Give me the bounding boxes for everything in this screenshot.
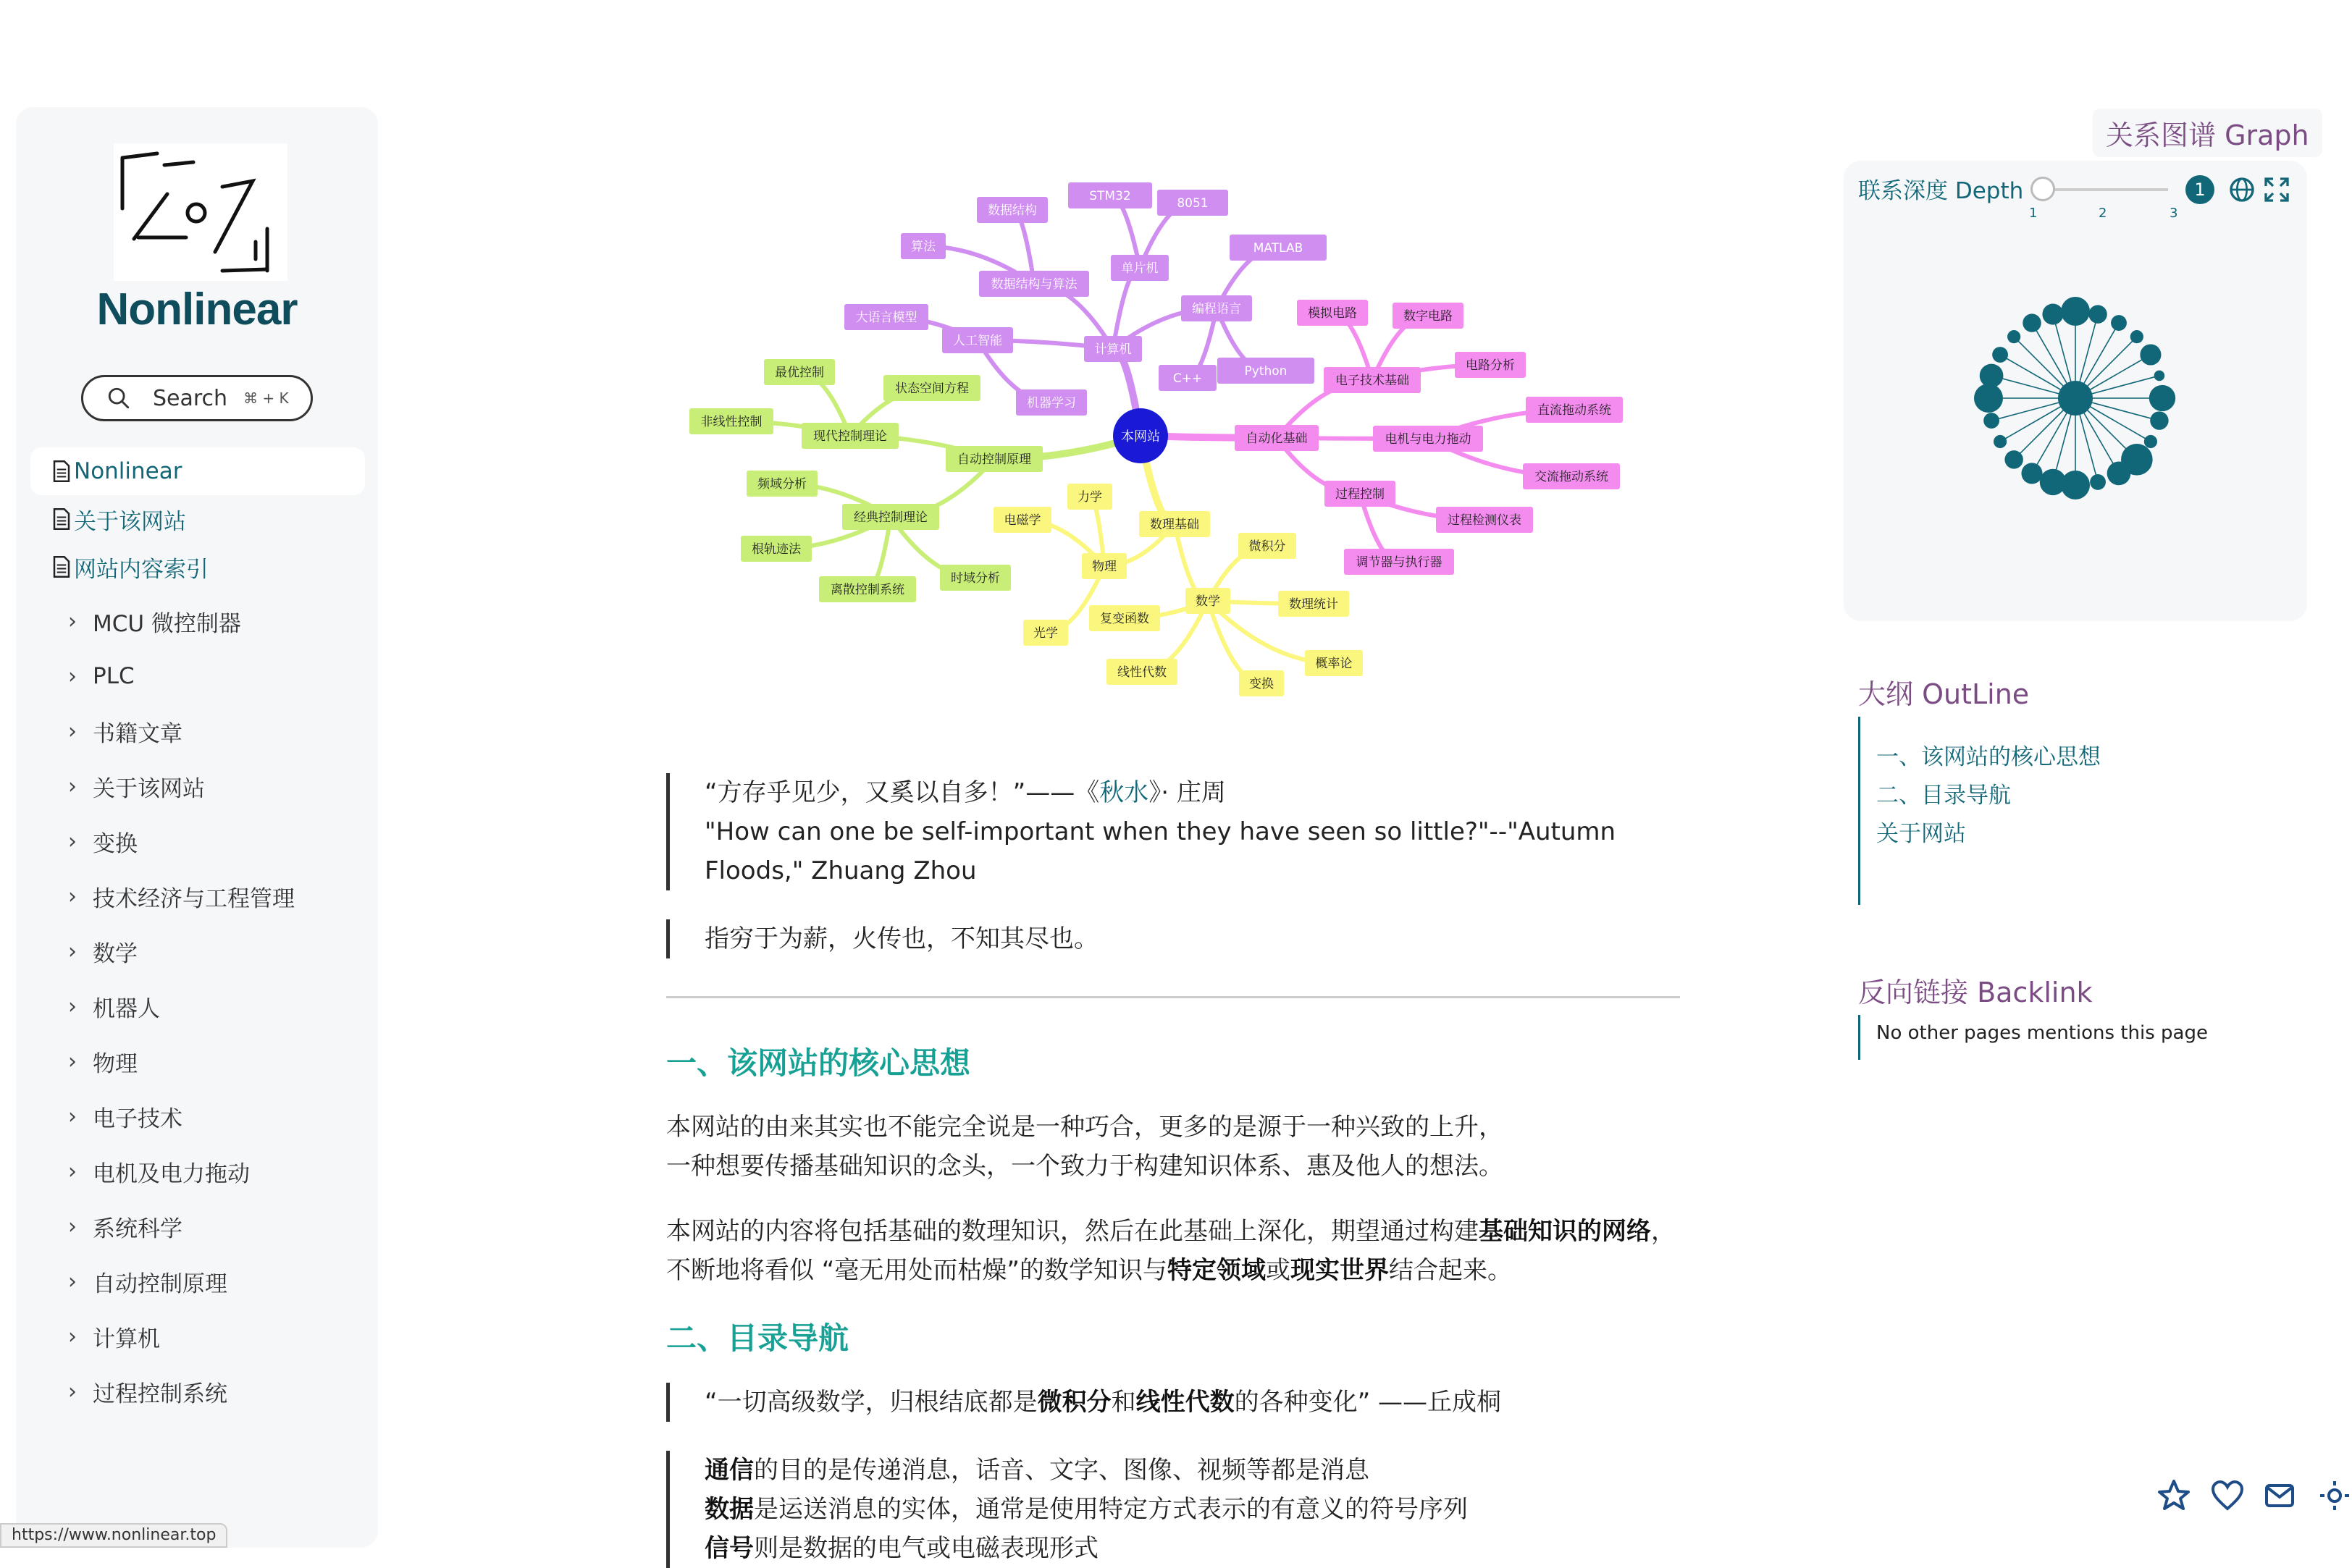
- graph-node[interactable]: [2061, 297, 2090, 326]
- mind-map: [666, 174, 1680, 731]
- site-logo[interactable]: [114, 143, 287, 281]
- relation-graph[interactable]: [1960, 282, 2191, 514]
- nav-folder-physics[interactable]: [30, 1034, 365, 1089]
- nav-page-about[interactable]: [30, 495, 365, 543]
- paragraph-origin: 本网站的由来其实也不能完全说是一种巧合，更多的是源于一种兴致的上升， 一种想要传播基础知识的念头，一个致力于构建知识体系、惠及他人的想法。: [666, 1113, 1503, 1181]
- mind-map-node[interactable]: [1436, 507, 1533, 533]
- chevron-right-icon: ›: [68, 1268, 77, 1294]
- mind-map-node[interactable]: [901, 233, 946, 259]
- chevron-right-icon: ›: [68, 663, 77, 689]
- nav-folder-label: 数学: [93, 940, 138, 967]
- mind-map-node[interactable]: [883, 375, 980, 401]
- graph-node[interactable]: [1983, 413, 1999, 429]
- mind-map-node[interactable]: [1305, 650, 1363, 676]
- chevron-right-icon: ›: [68, 993, 77, 1019]
- nav-folder-math[interactable]: [30, 924, 365, 979]
- mind-map-node-label: Python: [1244, 364, 1288, 379]
- mind-map-node[interactable]: [1217, 358, 1314, 384]
- quote-fire: 指穷于为薪，火传也，不知其尽也。: [666, 919, 1099, 958]
- search-button[interactable]: [81, 375, 313, 421]
- chevron-right-icon: ›: [68, 718, 77, 744]
- mind-map-node[interactable]: [1238, 533, 1296, 559]
- mind-map-node[interactable]: [1068, 182, 1152, 208]
- nav-folder-computer[interactable]: [30, 1309, 365, 1364]
- mind-map-node-label: 编程语言: [1192, 302, 1241, 316]
- backlink-list: [1858, 1015, 2208, 1060]
- graph-node[interactable]: [2088, 305, 2107, 323]
- mind-map-root[interactable]: [1113, 408, 1168, 463]
- chevron-right-icon: ›: [68, 828, 77, 854]
- mind-map-node-label: 直流拖动系统: [1537, 403, 1611, 418]
- graph-node[interactable]: [2140, 344, 2161, 365]
- mind-map-node-label: 力学: [1078, 490, 1102, 505]
- depth-tick: 3: [2170, 206, 2178, 221]
- document-icon: [52, 556, 71, 578]
- mind-map-node-label: 物理: [1092, 560, 1117, 574]
- mind-map-node-label: 电路分析: [1466, 358, 1515, 373]
- left-sidebar: [16, 107, 378, 1548]
- mind-map-node-label: 数学: [1196, 594, 1220, 609]
- mind-map-node-label: 自动控制原理: [957, 452, 1031, 467]
- mind-map-node[interactable]: [1324, 481, 1395, 507]
- mind-map-node-label: 单片机: [1121, 261, 1159, 276]
- chevron-right-icon: ›: [68, 883, 77, 909]
- mind-map-node[interactable]: [940, 565, 1011, 591]
- heading-navigation: 二、目录导航: [666, 1320, 849, 1356]
- outline-item-about[interactable]: 关于网站: [1876, 821, 1966, 847]
- graph-node[interactable]: [2107, 462, 2131, 486]
- depth-value-badge: 1: [2185, 175, 2214, 204]
- graph-node[interactable]: [1974, 384, 2003, 413]
- fullscreen-icon[interactable]: [2262, 175, 2291, 204]
- mind-map-node[interactable]: [994, 507, 1051, 533]
- logo-graphic: [114, 143, 287, 281]
- sidebar-nav: [30, 447, 365, 1419]
- status-bar-url: https://www.nonlinear.top: [0, 1523, 227, 1548]
- chevron-right-icon: ›: [68, 1158, 77, 1184]
- mind-map-node[interactable]: [1159, 365, 1217, 391]
- link-autumn-floods[interactable]: 秋水: [1099, 778, 1149, 807]
- depth-slider-handle[interactable]: [2030, 177, 2055, 201]
- graph-node[interactable]: [2149, 385, 2175, 411]
- mind-map-node-label: 人工智能: [953, 334, 1002, 348]
- mind-map-node[interactable]: [1016, 389, 1087, 416]
- nav-folder-label: 机器人: [93, 995, 160, 1022]
- nav-page-nonlinear[interactable]: [30, 447, 365, 495]
- mind-map-node-label: 光学: [1033, 626, 1058, 641]
- search-label: Search: [153, 385, 228, 411]
- graph-node[interactable]: [2040, 469, 2066, 495]
- mind-map-node[interactable]: [689, 408, 773, 434]
- mind-map-node[interactable]: [1067, 484, 1112, 510]
- graph-node[interactable]: [2021, 463, 2042, 484]
- nav-folder-label: 电机及电力拖动: [93, 1160, 250, 1187]
- chevron-right-icon: ›: [68, 1103, 77, 1129]
- mind-map-node-label: 根轨迹法: [752, 542, 801, 557]
- search-icon: [106, 386, 131, 410]
- nav-folder-label: 自动控制原理: [93, 1270, 227, 1297]
- backlink-empty-text: No other pages mentions this page: [1876, 1022, 2208, 1044]
- nav-folder-motor[interactable]: [30, 1144, 365, 1199]
- mind-map-node-label: 过程检测仪表: [1448, 513, 1521, 528]
- nav-folder-books[interactable]: [30, 704, 365, 759]
- outline-list: [1858, 717, 2101, 905]
- graph-node[interactable]: [1994, 435, 2007, 448]
- chevron-right-icon: ›: [68, 1323, 77, 1349]
- outline-item-core-idea[interactable]: 一、该网站的核心思想: [1876, 744, 2101, 770]
- mind-map-node[interactable]: [1455, 352, 1526, 378]
- nav-folder-label: MCU 微控制器: [93, 610, 241, 637]
- mind-map-node[interactable]: [1230, 235, 1327, 261]
- mind-map-root-label: 本网站: [1121, 429, 1160, 444]
- nav-page-label: 关于该网站: [74, 508, 186, 535]
- graph-node[interactable]: [2144, 435, 2157, 448]
- outline-title: 大纲 OutLine: [1858, 678, 2030, 710]
- chevron-right-icon: ›: [68, 1378, 77, 1404]
- mind-map-node[interactable]: [1089, 605, 1160, 631]
- mind-map-node[interactable]: [1181, 295, 1252, 321]
- nav-folder-label: 电子技术: [93, 1105, 182, 1132]
- graph-node[interactable]: [2090, 474, 2106, 490]
- mind-map-node-label: 现代控制理论: [813, 429, 887, 444]
- mind-map-node-label: 经典控制理论: [854, 510, 928, 525]
- nav-folder-label: 过程控制系统: [93, 1381, 227, 1407]
- mind-map-node-label: 交流拖动系统: [1534, 470, 1608, 484]
- graph-node[interactable]: [2023, 313, 2041, 332]
- page-actions: [2156, 1478, 2352, 1513]
- graph-title: 关系图谱 Graph: [2093, 109, 2322, 157]
- mind-map-node-label: C++: [1172, 371, 1203, 386]
- paragraph-content: 本网站的内容将包括基础的数理知识，然后在此基础上深化，期望通过构建基础知识的网络，不断地将看似 “毫无用处而枯燥”的数学知识与特定领域或现实世界结合起来。: [666, 1217, 1676, 1285]
- depth-label: 联系深度 Depth: [1858, 178, 2024, 204]
- nav-folder-process[interactable]: [30, 1364, 365, 1419]
- chevron-right-icon: ›: [68, 608, 77, 634]
- nav-folder-label: 系统科学: [93, 1215, 182, 1242]
- search-shortcut: ⌘ + K: [243, 389, 289, 407]
- mind-map-node-label: 频域分析: [757, 477, 807, 492]
- mind-map-node-label: 机器学习: [1027, 396, 1076, 410]
- mind-map-node-label: 变换: [1249, 677, 1274, 691]
- graph-node[interactable]: [1992, 347, 2008, 363]
- mind-map-node[interactable]: [946, 446, 1043, 472]
- mind-map-node[interactable]: [1297, 300, 1368, 326]
- nav-folder-control[interactable]: [30, 1254, 365, 1309]
- graph-node[interactable]: [2111, 315, 2127, 331]
- mind-map-node-label: 数理统计: [1289, 597, 1338, 612]
- quote-yau: “一切高级数学，归根结底都是微积分和线性代数的各种变化” ——丘成桐: [666, 1383, 1501, 1422]
- depth-slider-track[interactable]: [2041, 188, 2168, 191]
- mind-map-node[interactable]: [819, 576, 916, 602]
- mind-map-node[interactable]: [942, 327, 1013, 353]
- graph-node[interactable]: [2150, 411, 2168, 429]
- heading-core-idea: 一、该网站的核心思想: [666, 1045, 971, 1081]
- mind-map-node-label: 复变函数: [1100, 612, 1149, 626]
- quote-communication: 通信的目的是传递消息，话音、文字、图像、视频等都是消息 数据是运送消息的实体，通常是使用特定方式表示的有意义的符号序列 信号则是数据的电气或电磁表现形式: [666, 1451, 1680, 1568]
- mind-map-node[interactable]: [1082, 553, 1127, 579]
- site-name[interactable]: Nonlinear: [96, 284, 298, 334]
- nav-page-label: 网站内容索引: [74, 556, 209, 583]
- mind-map-node-label: 时域分析: [951, 571, 1000, 586]
- depth-tick: 2: [2099, 206, 2107, 221]
- quote-autumn-floods: [666, 773, 1680, 890]
- mind-map-node-label: 数理基础: [1150, 518, 1199, 532]
- nav-folder-systems[interactable]: [30, 1199, 365, 1254]
- nav-folder-about[interactable]: [30, 759, 365, 814]
- nav-folder-transform[interactable]: [30, 814, 365, 869]
- mind-map-node[interactable]: [1278, 591, 1349, 617]
- nav-folder-label: 技术经济与工程管理: [93, 885, 295, 912]
- graph-node[interactable]: [1980, 364, 2004, 388]
- heart-icon[interactable]: [2210, 1478, 2245, 1513]
- mind-map-node-label: 8051: [1177, 196, 1209, 211]
- mind-map-node-label: 模拟电路: [1308, 306, 1357, 321]
- nav-folder-plc[interactable]: [30, 649, 365, 704]
- mind-map-node[interactable]: [1185, 588, 1230, 614]
- chevron-right-icon: ›: [68, 773, 77, 799]
- graph-node[interactable]: [2042, 304, 2063, 325]
- mind-map-node[interactable]: [1106, 659, 1177, 685]
- mind-map-node-label: 数据结构: [988, 203, 1037, 218]
- nav-page-index[interactable]: [30, 543, 365, 591]
- mind-map-node-label: 概率论: [1315, 657, 1353, 671]
- mind-map-node-label: 离散控制系统: [831, 583, 904, 597]
- mind-map-node-label: 微积分: [1248, 539, 1286, 554]
- graph-center-node[interactable]: [2058, 381, 2093, 416]
- divider: [666, 996, 1680, 998]
- mind-map-node-label: 大语言模型: [855, 311, 917, 325]
- nav-folder-electronics[interactable]: [30, 1089, 365, 1144]
- depth-tick: 1: [2029, 206, 2038, 221]
- document-icon: [52, 508, 71, 530]
- mind-map-node[interactable]: [802, 423, 899, 449]
- mind-map-node-label: 非线性控制: [700, 415, 763, 429]
- mind-map-node-label: 数据结构与算法: [991, 277, 1078, 292]
- nav-folder-label: PLC: [93, 663, 135, 689]
- document-icon: [52, 460, 71, 482]
- mind-map-node[interactable]: [1235, 425, 1319, 451]
- mind-map-node-label: 自动化基础: [1246, 431, 1308, 446]
- nav-folder-label: 关于该网站: [93, 775, 205, 802]
- mind-map-node[interactable]: [1139, 511, 1210, 537]
- mind-map-node[interactable]: [844, 304, 928, 330]
- outline-item-navigation[interactable]: 二、目录导航: [1876, 783, 2011, 809]
- quote-zh: “方存乎见少，又奚以自多！”——《秋水》· 庄周: [705, 778, 1226, 807]
- mind-map-node[interactable]: [1084, 336, 1142, 362]
- mind-map-node[interactable]: [1393, 303, 1463, 329]
- star-icon[interactable]: [2156, 1478, 2191, 1513]
- graph-panel: [1844, 161, 2307, 621]
- backlink-title: 反向链接 Backlink: [1858, 977, 2093, 1008]
- quote-en: "How can one be self-important when they have seen so little?"--"Autumn Floods," Zhuang Zhou: [705, 817, 1616, 885]
- nav-folder-label: 变换: [93, 830, 138, 857]
- graph-node[interactable]: [2130, 330, 2143, 343]
- nav-folder-mcu[interactable]: [30, 594, 365, 649]
- settings-icon[interactable]: [2317, 1478, 2352, 1513]
- mind-map-node-label: 最优控制: [775, 366, 824, 380]
- global-graph-icon[interactable]: [2227, 175, 2256, 204]
- chevron-right-icon: ›: [68, 938, 77, 964]
- mind-map-node[interactable]: [1526, 397, 1623, 423]
- mind-map-node-label: 电机与电力拖动: [1385, 432, 1471, 447]
- mind-map-node[interactable]: [842, 504, 939, 530]
- mind-map-node[interactable]: [977, 197, 1048, 223]
- mind-map-node[interactable]: [1157, 190, 1228, 216]
- mind-map-node[interactable]: [1324, 367, 1421, 393]
- mind-map-node[interactable]: [1373, 426, 1483, 452]
- mind-map-node-label: MATLAB: [1253, 241, 1303, 256]
- mind-map-node[interactable]: [1023, 620, 1068, 646]
- mind-map-node[interactable]: [741, 536, 812, 562]
- nav-page-label: Nonlinear: [74, 458, 182, 484]
- mind-map-node-label: 过程控制: [1335, 487, 1385, 502]
- mind-map-node[interactable]: [1523, 463, 1620, 489]
- mind-map-node[interactable]: [1344, 549, 1454, 575]
- mind-map-node-label: 状态空间方程: [895, 382, 969, 396]
- graph-node[interactable]: [2007, 330, 2020, 343]
- mind-map-node-label: 数字电路: [1403, 309, 1453, 324]
- mind-map-node-label: 算法: [911, 240, 936, 254]
- mind-map-node[interactable]: [979, 271, 1089, 297]
- nav-folder-label: 书籍文章: [93, 720, 182, 747]
- nav-folder-label: 物理: [93, 1050, 138, 1077]
- mind-map-node-label: 调节器与执行器: [1356, 555, 1442, 570]
- graph-node[interactable]: [2004, 450, 2023, 468]
- mind-map-node-label: 电磁学: [1004, 513, 1041, 528]
- mind-map-node[interactable]: [1239, 670, 1284, 696]
- mind-map-node-label: STM32: [1089, 189, 1131, 203]
- graph-node[interactable]: [2154, 371, 2165, 382]
- nav-folder-label: 计算机: [93, 1325, 160, 1352]
- mind-map-node[interactable]: [747, 471, 818, 497]
- mind-map-node-label: 电子技术基础: [1335, 374, 1409, 388]
- nav-folder-economics[interactable]: [30, 869, 365, 924]
- nav-folder-robot[interactable]: [30, 979, 365, 1034]
- mind-map-node-label: 计算机: [1094, 342, 1132, 357]
- mail-icon[interactable]: [2264, 1478, 2298, 1513]
- mind-map-node[interactable]: [764, 359, 835, 385]
- mind-map-node[interactable]: [1111, 255, 1169, 281]
- chevron-right-icon: ›: [68, 1048, 77, 1074]
- chevron-right-icon: ›: [68, 1213, 77, 1239]
- mind-map-node-label: 线性代数: [1117, 665, 1167, 680]
